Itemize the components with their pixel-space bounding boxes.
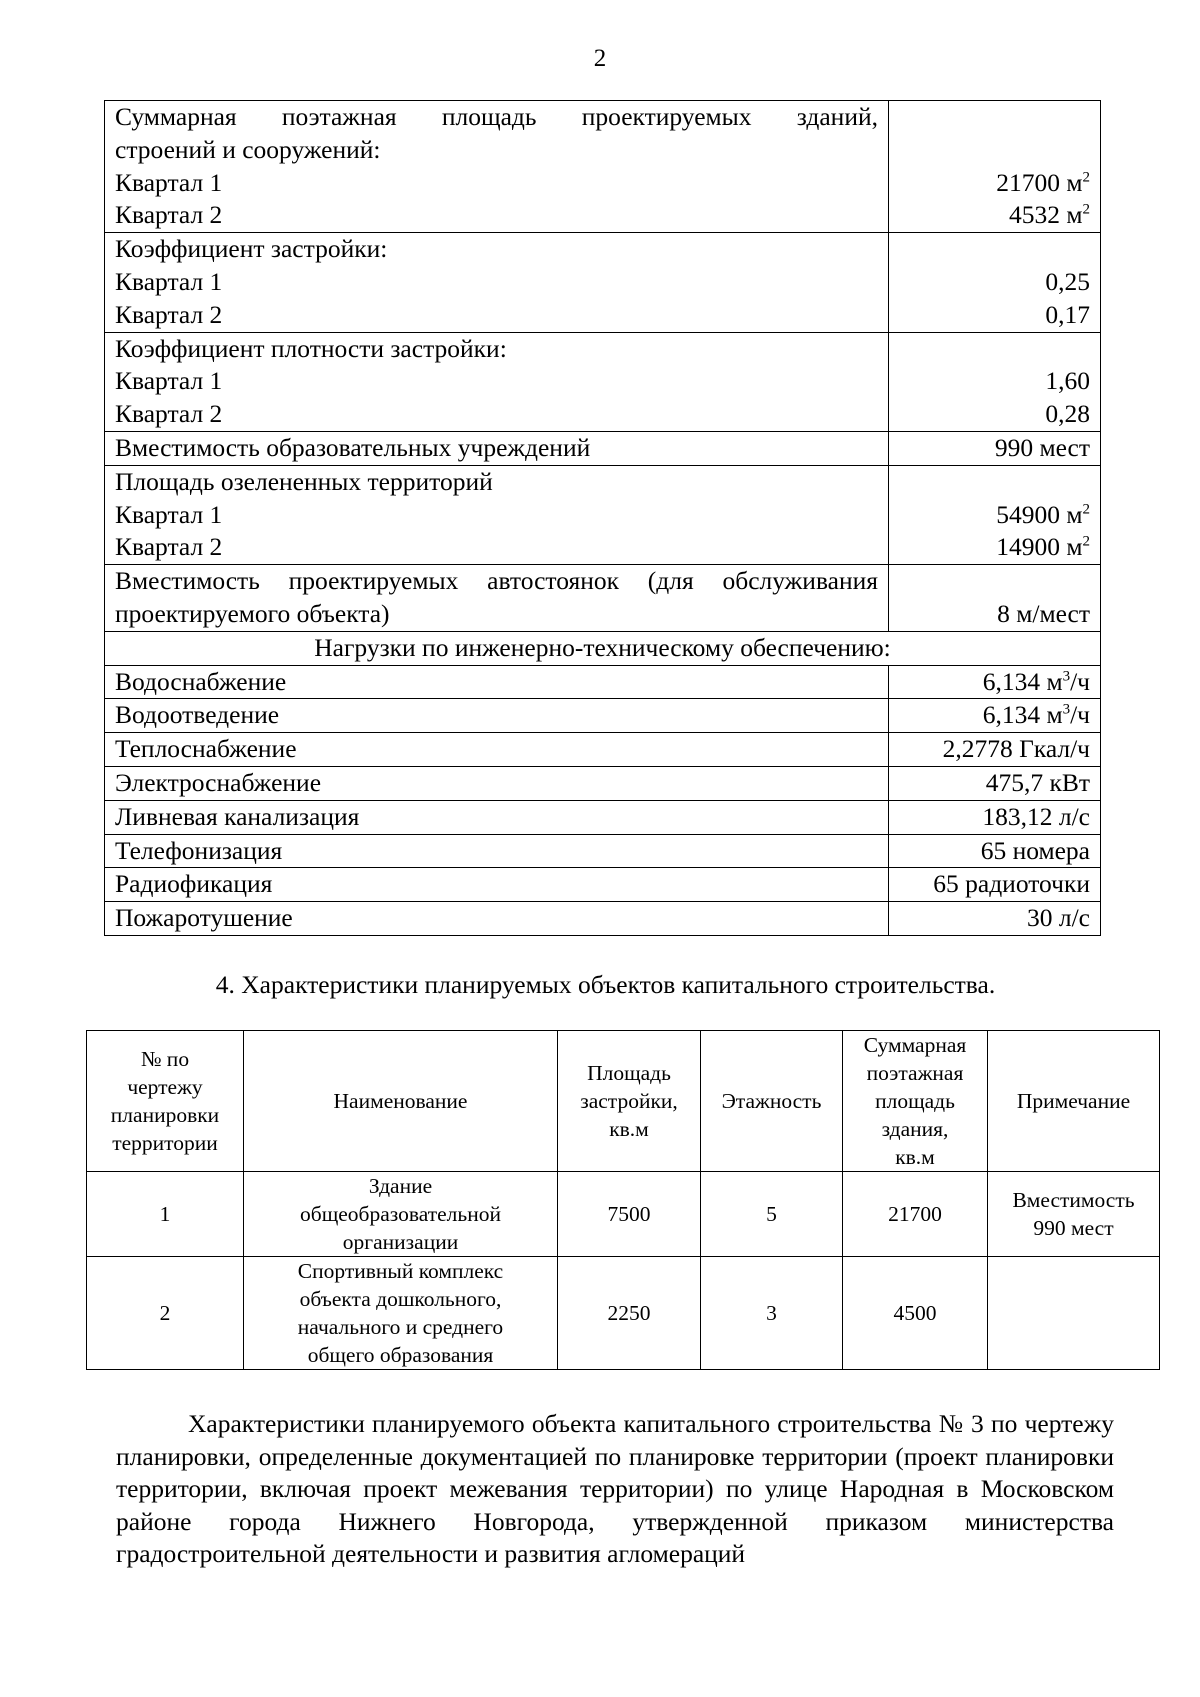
indicator-value (889, 332, 1101, 431)
table-cell (988, 1257, 1160, 1370)
summary-indicators-table (104, 100, 1101, 936)
indicator-label-line: Квартал 1 (115, 167, 223, 197)
column-header: Суммарная поэтажная площадь здания, кв.м (843, 1031, 988, 1172)
indicator-value (889, 233, 1101, 332)
indicator-label-line: Коэффициент плотности застройки: (115, 333, 507, 363)
table-row (105, 465, 1101, 564)
indicator-label-line: проектируемого объекта) (115, 598, 390, 628)
table-row (105, 431, 1101, 465)
table-cell: 3 (701, 1257, 843, 1370)
indicator-value-line: 0,28 (1045, 399, 1090, 429)
column-header: Этажность (701, 1031, 843, 1172)
column-header: Наименование (244, 1031, 558, 1172)
table-row (105, 631, 1101, 665)
load-label: Водоотведение (105, 699, 889, 733)
indicator-value-line: 14900 $м^2$ (996, 532, 1090, 562)
indicator-label-line: Квартал 1 (115, 499, 223, 529)
table-row (105, 101, 1101, 233)
table-row (87, 1257, 1160, 1370)
indicator-label-line: Коэффициент застройки: (115, 234, 388, 264)
indicator-value (889, 101, 1101, 233)
indicator-value-line: 0,17 (1045, 299, 1090, 329)
table-cell: Здание общеобразовательной организации (244, 1172, 558, 1257)
table-row (105, 800, 1101, 834)
indicator-value (889, 465, 1101, 564)
table-row (105, 565, 1101, 632)
section-4-heading: 4. Характеристики планируемых объектов капитального строительства. (215, 970, 996, 999)
indicator-label (105, 332, 889, 431)
load-value: 30 л/с (889, 902, 1101, 936)
load-label: Радиофикация (105, 868, 889, 902)
indicator-label-line: Квартал 2 (115, 532, 223, 562)
load-label: Телефонизация (105, 834, 889, 868)
load-label: Водоснабжение (105, 665, 889, 699)
column-header: № по чертежу планировки территории (87, 1031, 244, 1172)
indicator-label (105, 431, 889, 465)
table-row (105, 699, 1101, 733)
indicator-label-line: Квартал 2 (115, 399, 223, 429)
table-row (105, 766, 1101, 800)
table-row (105, 733, 1101, 767)
indicator-value (889, 431, 1101, 465)
indicator-value-line: 21700 $м^2$ (996, 167, 1090, 197)
table-cell: 7500 (558, 1172, 701, 1257)
table-row (105, 834, 1101, 868)
indicator-label-line: Вместимость проектируемых автостоянок (для обслуживания (115, 566, 878, 596)
table-row (105, 233, 1101, 332)
load-label: Ливневая канализация (105, 800, 889, 834)
table-cell: Спортивный комплекс объекта дошкольного, начального и среднего общего образования (244, 1257, 558, 1370)
planned-objects-table (86, 1030, 1160, 1370)
indicator-label-line: Квартал 1 (115, 366, 223, 396)
column-header: Площадь застройки, кв.м (558, 1031, 701, 1172)
page-number: 2 (593, 45, 607, 72)
indicator-label-line: Квартал 2 (115, 200, 223, 230)
load-label: Электроснабжение (105, 766, 889, 800)
indicator-value-line: 990 мест (994, 432, 1090, 462)
table-cell: 21700 (843, 1172, 988, 1257)
indicator-value-line: 4532 $м^2$ (1008, 200, 1090, 230)
table-cell: 2250 (558, 1257, 701, 1370)
indicator-label (105, 565, 889, 632)
indicator-label-line: Вместимость образовательных учреждений (115, 432, 591, 462)
indicator-value (889, 565, 1101, 632)
table-cell: Вместимость 990 мест (988, 1172, 1160, 1257)
load-value: 6,134 $м^3/ч$ (889, 665, 1101, 699)
indicator-label (105, 233, 889, 332)
indicator-label-line: Квартал 1 (115, 266, 223, 296)
load-value: 65 радиоточки (889, 868, 1101, 902)
table-header-row (87, 1031, 1160, 1172)
indicator-label-line: Квартал 2 (115, 299, 223, 329)
indicator-value-line: 1,60 (1045, 366, 1090, 396)
table-cell: 4500 (843, 1257, 988, 1370)
table-row (87, 1172, 1160, 1257)
indicator-label-line: строений и сооружений: (115, 134, 381, 164)
load-value: 6,134 $м^3/ч$ (889, 699, 1101, 733)
load-label: Теплоснабжение (105, 733, 889, 767)
load-value: 475,7 кВт (889, 766, 1101, 800)
load-value: 65 номера (889, 834, 1101, 868)
indicator-label-line: Площадь озелененных территорий (115, 466, 493, 496)
table-row (105, 665, 1101, 699)
table-cell: 5 (701, 1172, 843, 1257)
table-row (105, 902, 1101, 936)
indicator-label (105, 101, 889, 233)
indicator-value-line: 54900 $м^2$ (996, 499, 1090, 529)
indicator-value-line: 0,25 (1045, 266, 1090, 296)
load-label: Пожаротушение (105, 902, 889, 936)
table-row (105, 868, 1101, 902)
table-cell: 2 (87, 1257, 244, 1370)
load-value: 2,2778 Гкал/ч (889, 733, 1101, 767)
column-header: Примечание (988, 1031, 1160, 1172)
table-cell: 1 (87, 1172, 244, 1257)
indicator-label (105, 465, 889, 564)
loads-section-header: Нагрузки по инженерно-техническому обеспечению: (105, 631, 1101, 665)
body-paragraph: Характеристики планируемого объекта капитального строительства № 3 по чертежу планировки, определенные документацией по планировке территории (проект планировки территории, включая проект межевания территории) по улице Народная в Московском районе города Нижнего Новгорода, утвержденной приказом министерства градостроительной деятельности и развития агломераций (116, 1409, 1114, 1569)
indicator-label-line: Суммарная поэтажная площадь проектируемых зданий, (115, 102, 878, 131)
table-row (105, 332, 1101, 431)
load-value: 183,12 л/с (889, 800, 1101, 834)
indicator-value-line: 8 м/мест (997, 598, 1090, 628)
